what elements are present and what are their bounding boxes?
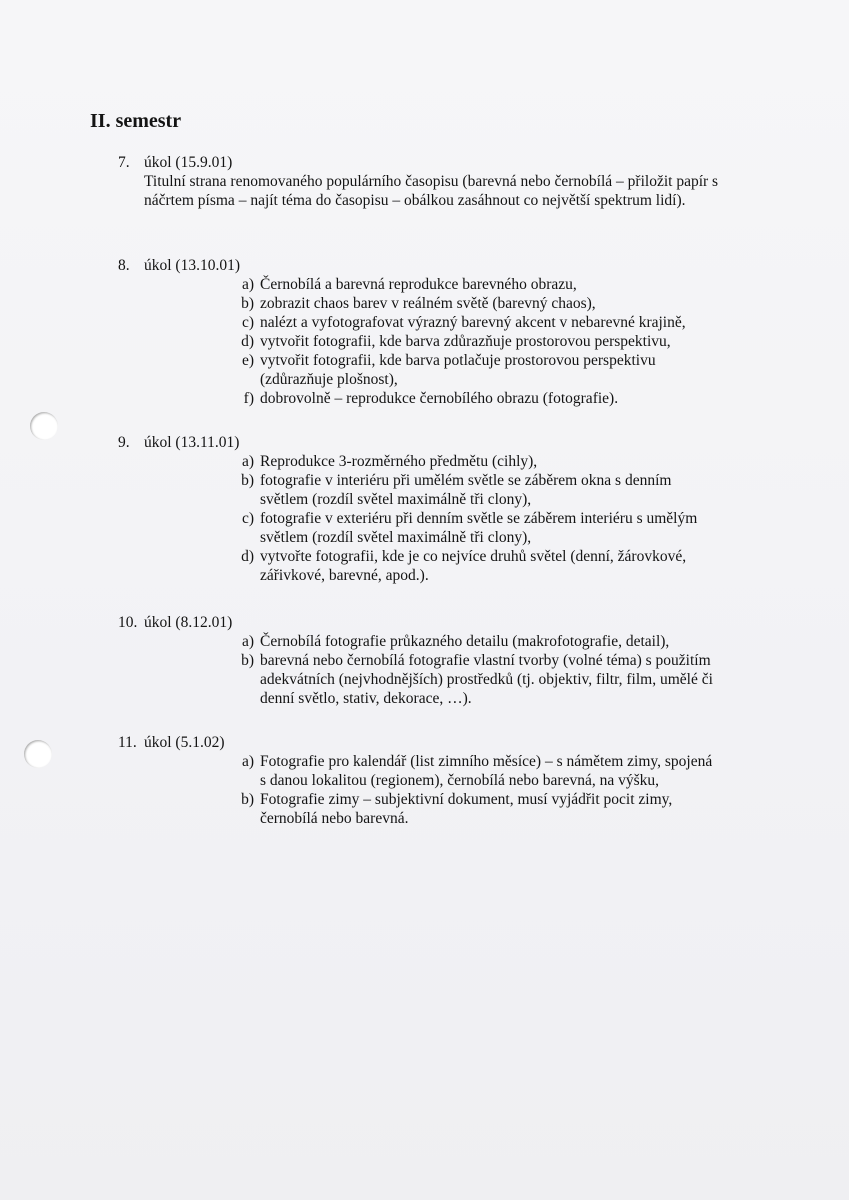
item-text: barevná nebo černobílá fotografie vlastní tvorby (volné téma) s použitím adekvátních (nejvhodnějších) prostředků (tj. objektiv, filtr, film, umělé či denní světlo, stativ, dekorace, …). — [260, 652, 713, 707]
list-item — [232, 547, 722, 585]
task-header — [118, 153, 729, 172]
item-letter: a) — [241, 276, 254, 293]
task-label: úkol (13.11.01) — [144, 434, 240, 451]
list-item — [232, 313, 722, 332]
task-header — [118, 433, 608, 452]
punch-hole-bottom — [24, 740, 52, 768]
task-7 — [118, 153, 729, 210]
item-letter: d) — [241, 548, 254, 565]
task-label: úkol (5.1.02) — [144, 734, 225, 751]
task-header — [118, 256, 608, 275]
task-subitems — [232, 452, 722, 585]
item-letter: a) — [241, 633, 254, 650]
item-text: fotografie v exteriéru při denním světle se záběrem interiéru s umělým světlem (rozdíl světel maximálně tři clony), — [260, 510, 698, 546]
item-text: vytvořit fotografii, kde barva zdůrazňuje prostorovou perspektivu, — [260, 333, 671, 350]
task-label: úkol (8.12.01) — [144, 614, 233, 631]
list-item — [232, 632, 722, 651]
task-header — [118, 733, 608, 752]
item-letter: b) — [241, 295, 254, 312]
item-text: vytvořit fotografii, kde barva potlačuje prostorovou perspektivu (zdůrazňuje plošnost), — [260, 352, 656, 388]
item-text: vytvořte fotografii, kde je co nejvíce druhů světel (denní, žárovkové, zářivkové, barevné, apod.). — [260, 548, 687, 584]
task-description: Titulní strana renomovaného populárního časopisu (barevná nebo černobílá – přiložit papír s náčrtem písma – najít téma do časopisu – obálkou zasáhnout co největší spektrum lidí). — [144, 173, 719, 209]
task-number: 9. — [118, 434, 130, 451]
task-label: úkol (15.9.01) — [144, 154, 233, 171]
task-8 — [118, 256, 686, 408]
task-number: 10. — [118, 614, 138, 631]
task-11 — [118, 733, 713, 828]
item-text: nalézt a vyfotografovat výrazný barevný akcent v nebarevné krajině, — [260, 314, 686, 331]
task-number: 11. — [118, 734, 137, 751]
item-letter: c) — [241, 510, 254, 527]
item-text: fotografie v interiéru při umělém světle se záběrem okna s denním světlem (rozdíl světel maximálně tři clony), — [260, 472, 672, 508]
list-item — [232, 790, 722, 828]
item-text: Reprodukce 3-rozměrného předmětu (cihly), — [260, 453, 538, 470]
list-item — [232, 509, 722, 547]
item-text: Černobílá fotografie průkazného detailu (makrofotografie, detail), — [260, 633, 670, 650]
item-letter: d) — [241, 333, 254, 350]
task-header — [118, 613, 608, 632]
item-text: dobrovolně – reprodukce černobílého obrazu (fotografie). — [260, 390, 619, 407]
item-text: Fotografie pro kalendář (list zimního měsíce) – s námětem zimy, spojená s danou lokalitou (regionem), černobílá nebo barevná, na výšku, — [260, 753, 713, 789]
list-item — [232, 651, 722, 708]
list-item — [232, 452, 722, 471]
task-label: úkol (13.10.01) — [144, 257, 241, 274]
page-title: II. semestr — [90, 110, 182, 132]
task-subitems — [232, 275, 722, 408]
list-item — [232, 275, 722, 294]
task-number: 8. — [118, 257, 130, 274]
list-item — [232, 471, 722, 509]
item-letter: e) — [241, 352, 254, 369]
item-letter: b) — [241, 791, 254, 808]
item-letter: b) — [241, 472, 254, 489]
list-item — [232, 294, 722, 313]
list-item — [232, 389, 722, 408]
item-letter: c) — [241, 314, 254, 331]
task-subitems — [232, 752, 722, 828]
item-letter: b) — [241, 652, 254, 669]
item-text: zobrazit chaos barev v reálném světě (barevný chaos), — [260, 295, 596, 312]
task-subitems — [232, 632, 722, 708]
task-9 — [118, 433, 698, 585]
item-text: Černobílá a barevná reprodukce barevného obrazu, — [260, 276, 577, 293]
item-text: Fotografie zimy – subjektivní dokument, musí vyjádřit pocit zimy, černobílá nebo barevná. — [260, 791, 673, 827]
list-item — [232, 332, 722, 351]
list-item — [232, 752, 722, 790]
item-letter: a) — [241, 753, 254, 770]
list-item — [232, 351, 722, 389]
task-number: 7. — [118, 154, 130, 171]
punch-hole-top — [30, 412, 58, 440]
item-letter: a) — [241, 453, 254, 470]
task-10 — [118, 613, 713, 708]
item-letter: f) — [243, 390, 254, 407]
